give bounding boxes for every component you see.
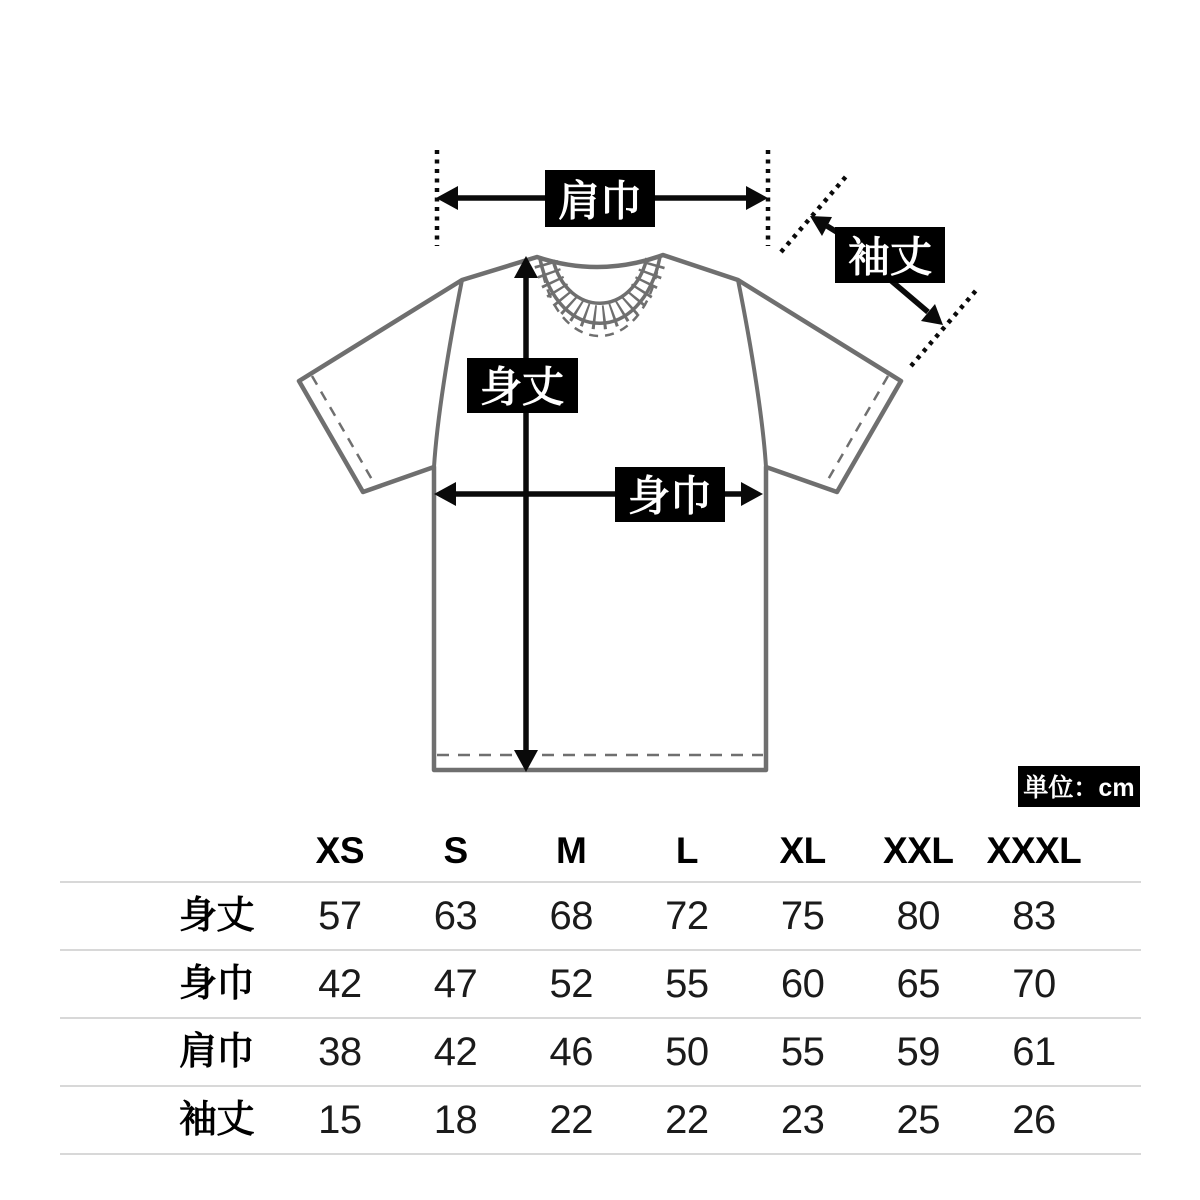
size-value-cell: 42 bbox=[318, 962, 362, 1006]
unit-badge-text: 単位：cm bbox=[1023, 774, 1135, 802]
table-row-body-length bbox=[60, 883, 1141, 951]
size-value-cell: 52 bbox=[549, 962, 593, 1006]
size-column-header: XXXL bbox=[986, 830, 1082, 871]
size-table bbox=[60, 820, 1141, 1155]
size-value-cell: 26 bbox=[1012, 1098, 1056, 1142]
measurement-row-label: 身丈 bbox=[178, 895, 254, 937]
body-width-label bbox=[615, 467, 725, 522]
table-row-shoulder-width bbox=[60, 1019, 1141, 1087]
body-length-label bbox=[467, 358, 578, 413]
tshirt-outline bbox=[299, 255, 901, 770]
body-width-label-text: 身巾 bbox=[627, 472, 713, 520]
size-value-cell: 61 bbox=[1012, 1030, 1056, 1074]
sleeve-length-label-text: 袖丈 bbox=[847, 233, 933, 281]
size-value-cell: 65 bbox=[896, 962, 941, 1006]
size-value-cell: 23 bbox=[780, 1098, 825, 1142]
sleeve-length-arrow-lower-line bbox=[888, 278, 928, 312]
size-value-cell: 80 bbox=[896, 894, 941, 938]
size-column-header: S bbox=[443, 830, 468, 871]
size-value-cell: 57 bbox=[318, 894, 362, 938]
table-row-sleeve-length bbox=[60, 1087, 1141, 1155]
arrowhead bbox=[746, 186, 768, 210]
size-value-cell: 70 bbox=[1012, 962, 1056, 1006]
size-column-header: XS bbox=[315, 830, 365, 871]
size-value-cell: 18 bbox=[433, 1098, 478, 1142]
measurement-row-label: 袖丈 bbox=[178, 1099, 254, 1141]
size-column-header: L bbox=[675, 830, 698, 871]
size-value-cell: 60 bbox=[780, 962, 825, 1006]
size-column-header: XL bbox=[779, 830, 826, 871]
size-value-cell: 55 bbox=[665, 962, 709, 1006]
body-length-label-text: 身丈 bbox=[479, 363, 565, 411]
size-table-header-row bbox=[60, 820, 1141, 883]
shoulder-width-label-text: 肩巾 bbox=[557, 177, 643, 225]
size-value-cell: 83 bbox=[1012, 894, 1056, 938]
shoulder-width-label bbox=[545, 170, 655, 227]
size-value-cell: 63 bbox=[433, 894, 478, 938]
size-value-cell: 59 bbox=[896, 1030, 941, 1074]
size-value-cell: 15 bbox=[318, 1098, 362, 1142]
size-value-cell: 68 bbox=[549, 894, 593, 938]
size-column-header: M bbox=[556, 830, 587, 871]
measurement-row-label: 肩巾 bbox=[178, 1031, 254, 1073]
sleeve-length-label bbox=[835, 227, 945, 283]
size-value-cell: 55 bbox=[780, 1030, 825, 1074]
size-value-cell: 47 bbox=[433, 962, 478, 1006]
table-row-body-width bbox=[60, 951, 1141, 1019]
size-value-cell: 22 bbox=[665, 1098, 709, 1142]
size-column-header: XXL bbox=[883, 830, 954, 871]
arrowhead bbox=[436, 186, 458, 210]
size-value-cell: 38 bbox=[318, 1030, 362, 1074]
size-value-cell: 72 bbox=[665, 894, 709, 938]
measurement-row-label: 身巾 bbox=[178, 963, 254, 1005]
size-value-cell: 22 bbox=[549, 1098, 593, 1142]
size-value-cell: 46 bbox=[549, 1030, 593, 1074]
size-value-cell: 75 bbox=[780, 894, 825, 938]
size-value-cell: 25 bbox=[896, 1098, 941, 1142]
size-value-cell: 42 bbox=[433, 1030, 478, 1074]
sleeve-guide-lower-dotted bbox=[911, 287, 979, 366]
unit-badge bbox=[1018, 766, 1140, 807]
size-value-cell: 50 bbox=[665, 1030, 709, 1074]
